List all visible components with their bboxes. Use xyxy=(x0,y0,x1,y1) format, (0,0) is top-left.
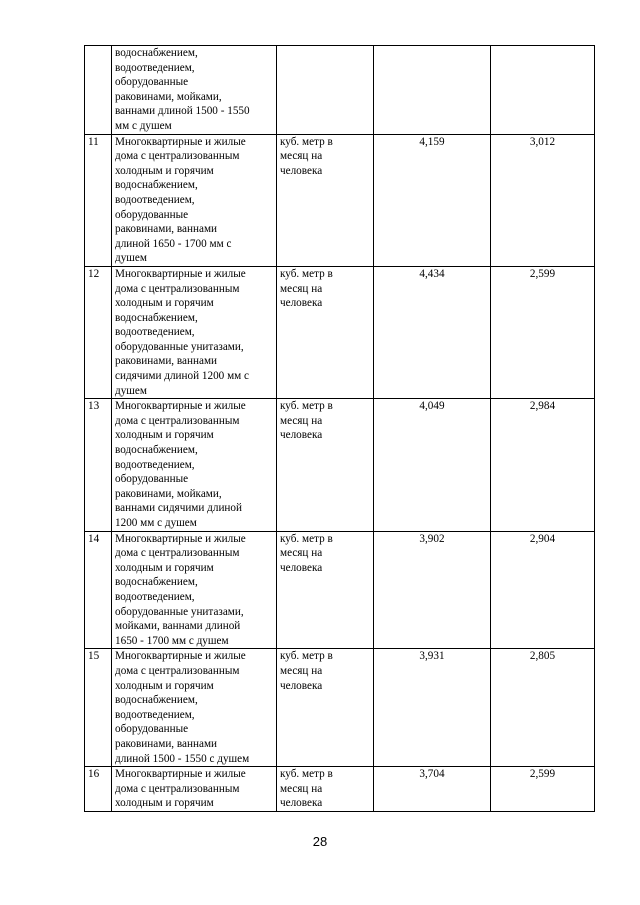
unit-cell: куб. метр в месяц на человека xyxy=(277,134,374,266)
table-row xyxy=(85,134,595,266)
value1-cell xyxy=(374,46,491,135)
norms-table xyxy=(84,45,595,812)
description-cell: Многоквартирные и жилые дома с централизованным холодным и горячим водоснабжением, водоотведением, оборудованные унитазами, мойками, ваннами длиной 1650 - 1700 мм с душем xyxy=(112,531,277,649)
value1-cell: 4,434 xyxy=(374,266,491,398)
value2-cell: 3,012 xyxy=(491,134,595,266)
row-number-cell: 14 xyxy=(85,531,112,649)
row-number-cell: 16 xyxy=(85,767,112,812)
table-row xyxy=(85,531,595,649)
value2-cell: 2,805 xyxy=(491,649,595,767)
value2-cell xyxy=(491,46,595,135)
unit-cell: куб. метр в месяц на человека xyxy=(277,531,374,649)
value2-cell: 2,599 xyxy=(491,767,595,812)
value2-cell: 2,984 xyxy=(491,399,595,531)
value1-cell: 4,159 xyxy=(374,134,491,266)
row-number-cell xyxy=(85,46,112,135)
description-cell: Многоквартирные и жилые дома с централизованным холодным и горячим водоснабжением, водоотведением, оборудованные раковинами, ваннами длиной 1500 - 1550 с душем xyxy=(112,649,277,767)
table-row xyxy=(85,649,595,767)
value1-cell: 4,049 xyxy=(374,399,491,531)
description-cell: Многоквартирные и жилые дома с централизованным холодным и горячим водоснабжением, водоотведением, оборудованные раковинами, мойками, ваннами сидячими длиной 1200 мм с душем xyxy=(112,399,277,531)
value2-cell: 2,599 xyxy=(491,266,595,398)
unit-cell: куб. метр в месяц на человека xyxy=(277,767,374,812)
unit-cell xyxy=(277,46,374,135)
table-row xyxy=(85,399,595,531)
value1-cell: 3,704 xyxy=(374,767,491,812)
unit-cell: куб. метр в месяц на человека xyxy=(277,399,374,531)
description-cell: Многоквартирные и жилые дома с централизованным холодным и горячим водоснабжением, водоотведением, оборудованные унитазами, раковинами, ваннами сидячими длиной 1200 мм с душем xyxy=(112,266,277,398)
description-cell: Многоквартирные и жилые дома с централизованным холодным и горячим водоснабжением, водоотведением, оборудованные раковинами, ваннами длиной 1650 - 1700 мм с душем xyxy=(112,134,277,266)
value1-cell: 3,902 xyxy=(374,531,491,649)
row-number-cell: 13 xyxy=(85,399,112,531)
page-number: 28 xyxy=(312,834,328,849)
row-number-cell: 15 xyxy=(85,649,112,767)
table-row-continuation xyxy=(85,46,595,135)
table-row xyxy=(85,266,595,398)
value2-cell: 2,904 xyxy=(491,531,595,649)
table-row xyxy=(85,767,595,812)
unit-cell: куб. метр в месяц на человека xyxy=(277,266,374,398)
value1-cell: 3,931 xyxy=(374,649,491,767)
description-cell: водоснабжением, водоотведением, оборудованные раковинами, мойками, ваннами длиной 1500 - 1550 мм с душем xyxy=(112,46,277,135)
unit-cell: куб. метр в месяц на человека xyxy=(277,649,374,767)
description-cell: Многоквартирные и жилые дома с централизованным холодным и горячим xyxy=(112,767,277,812)
row-number-cell: 11 xyxy=(85,134,112,266)
row-number-cell: 12 xyxy=(85,266,112,398)
table-body xyxy=(85,46,595,812)
